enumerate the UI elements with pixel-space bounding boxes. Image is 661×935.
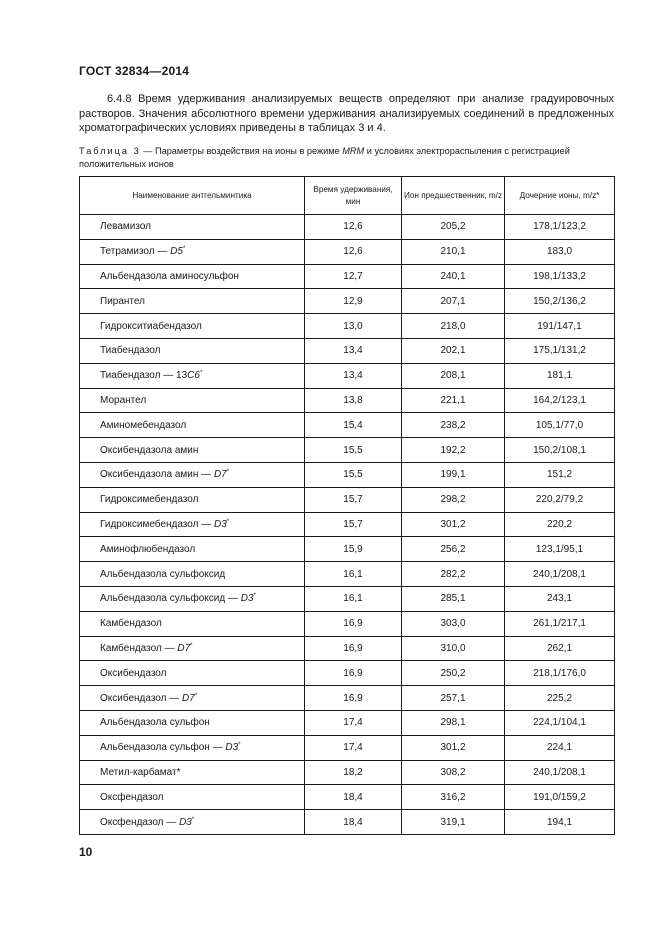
cell-precursor-ion: 208,1: [402, 363, 505, 388]
table-row: [80, 686, 615, 711]
table-row: [80, 264, 615, 289]
cell-daughter-ions: 151,2: [505, 462, 615, 487]
parameters-table: [79, 176, 615, 835]
cell-precursor-ion: 240,1: [402, 264, 505, 289]
isotope-label: C6: [187, 370, 200, 382]
cell-retention-time: 16,9: [305, 611, 402, 636]
cell-anthelmintic-name: [80, 686, 305, 711]
cell-precursor-ion: 199,1: [402, 462, 505, 487]
cell-daughter-ions: 123,1/95,1: [505, 537, 615, 562]
substance-name: Метил-карбамат*: [100, 766, 181, 778]
cell-precursor-ion: 192,2: [402, 438, 505, 463]
cell-daughter-ions: 191,0/159,2: [505, 785, 615, 810]
cell-anthelmintic-name: [80, 487, 305, 512]
cell-precursor-ion: 303,0: [402, 611, 505, 636]
cell-precursor-ion: 205,2: [402, 215, 505, 240]
substance-name: Тиабендазол — 13: [100, 370, 188, 382]
cell-daughter-ions: 105,1/77,0: [505, 413, 615, 438]
cell-daughter-ions: 150,2/136,2: [505, 289, 615, 314]
column-header-time: Время удерживания, мин: [305, 177, 402, 215]
substance-name: Оксибендазола амин —: [100, 469, 214, 481]
cell-precursor-ion: 257,1: [402, 686, 505, 711]
cell-retention-time: 15,9: [305, 537, 402, 562]
substance-name: Оксфендазол: [100, 791, 164, 803]
cell-precursor-ion: 202,1: [402, 338, 505, 363]
cell-retention-time: 15,4: [305, 413, 402, 438]
footnote-marker: *: [226, 518, 230, 525]
table-row: [80, 462, 615, 487]
cell-daughter-ions: 178,1/123,2: [505, 215, 615, 240]
substance-name: Аминофлюбендазол: [100, 543, 196, 555]
substance-name: Гидрокситиабендазол: [100, 320, 202, 332]
substance-name: Камбендазол: [100, 618, 162, 630]
table-row: [80, 289, 615, 314]
cell-daughter-ions: 183,0: [505, 239, 615, 264]
footnote-marker: *: [226, 469, 230, 476]
cell-daughter-ions: 262,1: [505, 636, 615, 661]
column-header-daughter: Дочерние ионы, m/z*: [505, 177, 615, 215]
table-row: [80, 735, 615, 760]
cell-daughter-ions: 225,2: [505, 686, 615, 711]
cell-precursor-ion: 298,2: [402, 487, 505, 512]
cell-anthelmintic-name: [80, 562, 305, 587]
cell-daughter-ions: 243,1: [505, 586, 615, 611]
isotope-label: D7: [213, 469, 227, 481]
table-caption-lead: Таблица 3: [79, 146, 141, 156]
footnote-marker: *: [253, 593, 256, 600]
table-row: [80, 537, 615, 562]
cell-daughter-ions: 218,1/176,0: [505, 661, 615, 686]
cell-precursor-ion: 310,0: [402, 636, 505, 661]
footnote-marker: *: [182, 246, 186, 253]
cell-retention-time: 16,1: [305, 586, 402, 611]
cell-anthelmintic-name: [80, 462, 305, 487]
column-header-name: Наименование антгельминтика: [80, 177, 305, 215]
table-caption: [79, 145, 614, 170]
cell-precursor-ion: 210,1: [402, 239, 505, 264]
cell-retention-time: 12,7: [305, 264, 402, 289]
table-caption-text: — Параметры воздействия на ионы в режиме: [140, 146, 343, 156]
table-row: [80, 388, 615, 413]
substance-name: Оксибендазол —: [100, 692, 183, 704]
cell-retention-time: 17,4: [305, 735, 402, 760]
isotope-label: D3: [225, 742, 239, 754]
substance-name: Альбендазола сульфон: [100, 717, 210, 729]
cell-anthelmintic-name: [80, 810, 305, 835]
cell-anthelmintic-name: [80, 264, 305, 289]
cell-precursor-ion: 250,2: [402, 661, 505, 686]
cell-precursor-ion: 207,1: [402, 289, 505, 314]
cell-daughter-ions: 240,1/208,1: [505, 562, 615, 587]
substance-name: Морантел: [100, 394, 147, 406]
cell-precursor-ion: 285,1: [402, 586, 505, 611]
footnote-marker: *: [190, 642, 193, 649]
isotope-label: D5: [170, 246, 183, 258]
cell-precursor-ion: 298,1: [402, 710, 505, 735]
cell-retention-time: 18,2: [305, 760, 402, 785]
table-row: [80, 636, 615, 661]
cell-retention-time: 12,9: [305, 289, 402, 314]
substance-name: Камбендазол —: [100, 642, 178, 654]
cell-anthelmintic-name: [80, 215, 305, 240]
cell-daughter-ions: 175,1/131,2: [505, 338, 615, 363]
cell-daughter-ions: 220,2: [505, 512, 615, 537]
cell-anthelmintic-name: [80, 314, 305, 339]
cell-retention-time: 15,7: [305, 512, 402, 537]
cell-daughter-ions: 164,2/123,1: [505, 388, 615, 413]
cell-anthelmintic-name: [80, 661, 305, 686]
substance-name: Оксибендазол: [100, 667, 167, 679]
cell-daughter-ions: 220,2/79,2: [505, 487, 615, 512]
column-header-precursor: Ион предшественник, m/z: [402, 177, 505, 215]
isotope-label: D3: [179, 816, 192, 828]
substance-name: Гидроксимебендазол —: [100, 518, 214, 530]
substance-name: Альбендазола аминосульфон: [100, 270, 239, 282]
cell-daughter-ions: 261,1/217,1: [505, 611, 615, 636]
table-row: [80, 314, 615, 339]
substance-name: Гидроксимебендазол: [100, 494, 199, 506]
cell-precursor-ion: 316,2: [402, 785, 505, 810]
cell-daughter-ions: 181,1: [505, 363, 615, 388]
cell-retention-time: 12,6: [305, 215, 402, 240]
cell-precursor-ion: 282,2: [402, 562, 505, 587]
table-body: [80, 215, 615, 835]
table-row: [80, 611, 615, 636]
substance-name: Оксфендазол —: [100, 816, 180, 828]
cell-retention-time: 16,9: [305, 661, 402, 686]
cell-daughter-ions: 198,1/133,2: [505, 264, 615, 289]
cell-retention-time: 16,9: [305, 636, 402, 661]
cell-anthelmintic-name: [80, 710, 305, 735]
cell-retention-time: 13,8: [305, 388, 402, 413]
substance-name: Альбендазола сульфон —: [100, 742, 226, 754]
table-caption-text-end: и условиях электрораспыления с регистрацией положительных ионов: [79, 146, 570, 169]
cell-precursor-ion: 221,1: [402, 388, 505, 413]
cell-retention-time: 13,0: [305, 314, 402, 339]
isotope-label: D7: [182, 692, 195, 704]
cell-daughter-ions: 224,1/104,1: [505, 710, 615, 735]
cell-precursor-ion: 218,0: [402, 314, 505, 339]
cell-retention-time: 15,5: [305, 438, 402, 463]
cell-daughter-ions: 191/147,1: [505, 314, 615, 339]
cell-retention-time: 13,4: [305, 363, 402, 388]
table-row: [80, 512, 615, 537]
table-row: [80, 785, 615, 810]
cell-precursor-ion: 301,2: [402, 512, 505, 537]
cell-retention-time: 13,4: [305, 338, 402, 363]
cell-precursor-ion: 238,2: [402, 413, 505, 438]
cell-retention-time: 15,5: [305, 462, 402, 487]
cell-anthelmintic-name: [80, 239, 305, 264]
footnote-marker: *: [199, 370, 203, 377]
footnote-marker: *: [194, 692, 198, 699]
cell-daughter-ions: 240,1/208,1: [505, 760, 615, 785]
table-row: [80, 487, 615, 512]
cell-anthelmintic-name: [80, 611, 305, 636]
footnote-marker: *: [191, 816, 195, 823]
table-row: [80, 413, 615, 438]
cell-daughter-ions: 224,1: [505, 735, 615, 760]
substance-name: Альбендазола сульфоксид —: [100, 593, 241, 605]
substance-name: Тиабендазол: [100, 345, 161, 357]
cell-anthelmintic-name: [80, 363, 305, 388]
document-header: ГОСТ 32834—2014: [79, 64, 190, 78]
isotope-label: D3: [240, 593, 254, 605]
cell-anthelmintic-name: [80, 438, 305, 463]
table-row: [80, 562, 615, 587]
page-number: 10: [79, 845, 93, 859]
cell-retention-time: 17,4: [305, 710, 402, 735]
cell-anthelmintic-name: [80, 289, 305, 314]
cell-daughter-ions: 150,2/108,1: [505, 438, 615, 463]
cell-retention-time: 16,1: [305, 562, 402, 587]
cell-anthelmintic-name: [80, 512, 305, 537]
substance-name: Альбендазола сульфоксид: [100, 568, 226, 580]
cell-retention-time: 15,7: [305, 487, 402, 512]
cell-anthelmintic-name: [80, 338, 305, 363]
substance-name: Тетрамизол —: [100, 246, 171, 258]
cell-retention-time: 18,4: [305, 810, 402, 835]
cell-anthelmintic-name: [80, 413, 305, 438]
isotope-label: D7: [177, 642, 191, 654]
cell-retention-time: 16,9: [305, 686, 402, 711]
table-row: [80, 438, 615, 463]
cell-precursor-ion: 256,2: [402, 537, 505, 562]
table-caption-mode: MRM: [342, 146, 365, 156]
substance-name: Пирантел: [100, 295, 145, 307]
table-row: [80, 760, 615, 785]
cell-retention-time: 12,6: [305, 239, 402, 264]
cell-anthelmintic-name: [80, 537, 305, 562]
isotope-label: D3: [213, 518, 227, 530]
cell-anthelmintic-name: [80, 636, 305, 661]
substance-name: Оксибендазола амин: [100, 444, 199, 456]
cell-anthelmintic-name: [80, 388, 305, 413]
cell-anthelmintic-name: [80, 735, 305, 760]
cell-precursor-ion: 308,2: [402, 760, 505, 785]
section-paragraph: 6.4.8 Время удерживания анализируемых веществ определяют при анализе градуировочных растворов. Значения абсолютного времени удерживания анализируемых соединений в предложенных хроматографических условиях приведены в таблицах 3 и 4.: [79, 93, 614, 134]
table-row: [80, 215, 615, 240]
table-row: [80, 363, 615, 388]
cell-anthelmintic-name: [80, 760, 305, 785]
cell-retention-time: 18,4: [305, 785, 402, 810]
cell-precursor-ion: 301,2: [402, 735, 505, 760]
substance-name: Левамизол: [100, 221, 151, 233]
table-header-row: [80, 177, 615, 215]
table-row: [80, 239, 615, 264]
table-row: [80, 338, 615, 363]
table-row: [80, 661, 615, 686]
footnote-marker: *: [238, 742, 241, 749]
table-row: [80, 586, 615, 611]
cell-daughter-ions: 194,1: [505, 810, 615, 835]
table-row: [80, 710, 615, 735]
cell-anthelmintic-name: [80, 785, 305, 810]
cell-precursor-ion: 319,1: [402, 810, 505, 835]
table-row: [80, 810, 615, 835]
substance-name: Аминомебендазол: [100, 419, 187, 431]
cell-anthelmintic-name: [80, 586, 305, 611]
